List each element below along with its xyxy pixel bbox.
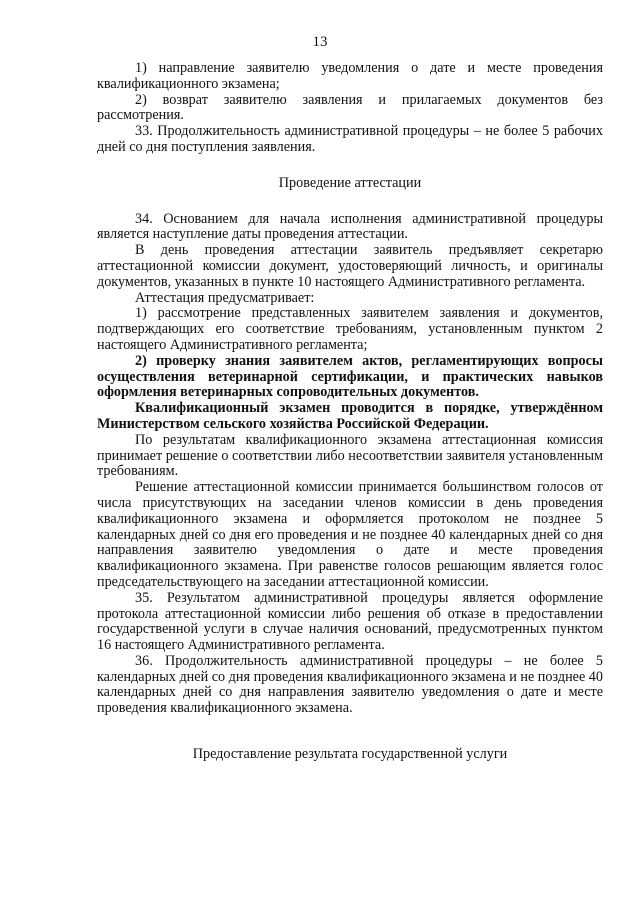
document-body <box>97 61 603 763</box>
paragraph-decision-voting: Решение аттестационной комиссии принимается большинством голосов от числа присутствующих на заседании членов комиссии в день проведения квалификационного экзамена и оформляется протоколом не позднее 5 календарных дней со дня его проведения и не позднее 40 календарных дней со дня направления заявителю уведомления о дате и месте проведения квалификационного экзамена. При равенстве голосов решающим является голос председательствующего на заседании аттестационной комиссии. <box>97 479 603 590</box>
paragraph-item-1-notification: 1) направление заявителю уведомления о дате и месте проведения квалификационного экзамена; <box>97 60 603 92</box>
paragraph-33: 33. Продолжительность административной процедуры – не более 5 рабочих дней со дня поступления заявления. <box>97 123 603 155</box>
paragraph-35: 35. Результатом административной процедуры является оформление протокола аттестационной комиссии либо решения об отказе в предоставлении государственной услуги в случае наличия оснований, предусмотренных пунктом 16 настоящего Административного регламента. <box>97 589 603 654</box>
section-heading-attestation: Проведение аттестации <box>278 174 422 191</box>
paragraph-commission-decision: По результатам квалификационного экзамена аттестационная комиссия принимает решение о соответствии либо несоответствии заявителя установленным требованиям. <box>97 431 603 480</box>
paragraph-attestation-includes: Аттестация предусматривает: <box>135 289 315 306</box>
paragraph-item-2-knowledge-check: 2) проверку знания заявителем актов, регламентирующих вопросы осуществления ветеринарной сертификации, и практических навыков оформления ветеринарных сопроводительных документов. <box>97 352 603 401</box>
page-number: 13 <box>312 34 328 50</box>
paragraph-attestation-day: В день проведения аттестации заявитель предъявляет секретарю аттестационной комиссии документ, удостоверяющий личность, и оригиналы документов, указанных в пункте 10 настоящего Административного регламента. <box>97 242 603 290</box>
paragraph-item-1-review: 1) рассмотрение представленных заявителем заявления и документов, подтверждающих его соответствие требованиям, установленным пунктом 2 настоящего Административного регламента; <box>97 305 603 353</box>
section-heading-result: Предоставление результата государственной услуги <box>192 746 508 763</box>
paragraph-item-2-return: 2) возврат заявителю заявления и прилагаемых документов без рассмотрения. <box>97 91 603 124</box>
paragraph-36: 36. Продолжительность административной процедуры – не более 5 календарных дней со дня проведения квалификационного экзамена и не позднее 40 календарных дней со дня направления заявителю уведомления о дате и месте проведения квалификационного экзамена. <box>97 652 603 717</box>
paragraph-exam-procedure: Квалификационный экзамен проводится в порядке, утверждённом Министерством сельского хозяйства Российской Федерации. <box>97 400 603 432</box>
paragraph-34: 34. Основанием для начала исполнения административной процедуры является наступление даты проведения аттестации. <box>97 210 603 243</box>
